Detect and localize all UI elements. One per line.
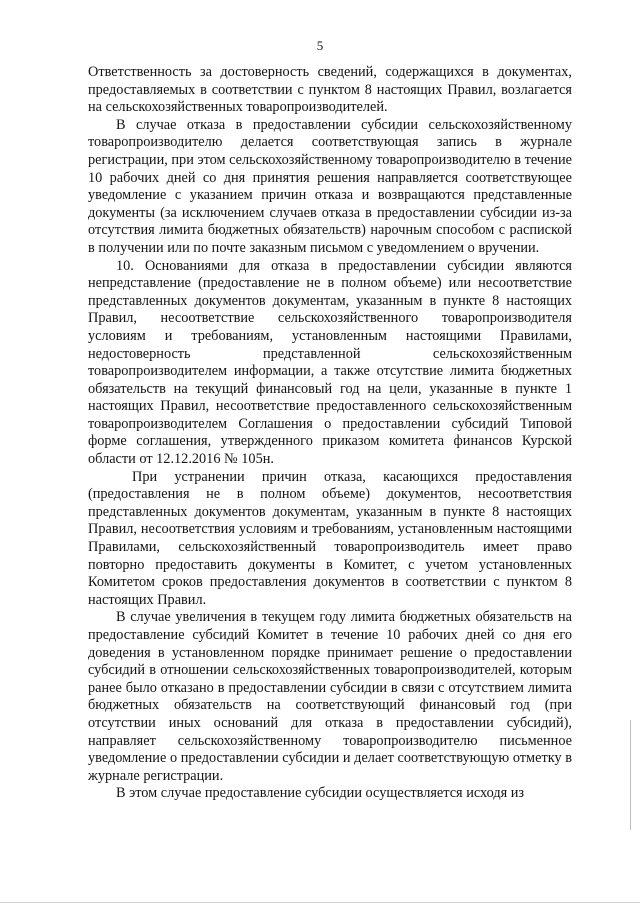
page-number: 5 — [316, 38, 324, 53]
document-body — [88, 64, 572, 803]
paragraph-responsibility: Ответственность за достоверность сведений, содержащихся в документах, предоставляемых в соответствии с пунктом 8 настоящих Правил, возлагается на сельскохозяйственных товаропроизводителей. — [88, 64, 572, 116]
paragraph-resubmission: При устранении причин отказа, касающихся предоставления (предоставления не в полном объеме) документов, несоответствия представленных документов документам, указанным в пункте 8 настоящих Правил, несоответствия условиям и требованиям, установленным настоящими Правилами, сельскохозяйственный товаропроизводитель имеет право повторно предоставить документы в Комитет, с учетом установленных Комитетом сроков предоставления документов в соответствии с пунктом 8 настоящих Правил. — [88, 468, 572, 608]
scan-edge-mark — [630, 720, 631, 830]
paragraph-continuation: В этом случае предоставление субсидии осуществляется исходя из — [116, 785, 525, 802]
paragraph-item-10-grounds: 10. Основаниями для отказа в предоставлении субсидии являются непредставление (предоставление не в полном объеме) или несоответствие представленных документов документам, указанным в пункте 8 настоящих Правил, несоответствие сельскохозяйственного товаропроизводителя условиям и требованиям, установленным настоящими Правилами, недостоверность представленной сельскохозяйственным товаропроизводителем информации, а также отсутствие лимита бюджетных обязательств на текущий финансовый год на цели, указанные в пункте 1 настоящих Правил, несоответствие предоставленного сельскохозяйственным товаропроизводителем Соглашения о предоставлении субсидий Типовой форме соглашения, утвержденного приказом комитета финансов Курской области от 12.12.2016 № 105н. — [88, 257, 572, 468]
paragraph-limit-increase: В случае увеличения в текущем году лимита бюджетных обязательств на предоставление субсидий Комитет в течение 10 рабочих дней со дня его доведения в установленном порядке принимает решение о предоставлении субсидий в отношении сельскохозяйственных товаропроизводителей, которым ранее было отказано в предоставлении субсидии в связи с отсутствием лимита бюджетных обязательств на соответствующий финансовый год (при отсутствии иных оснований для отказа в предоставлении субсидий), направляет сельскохозяйственному товаропроизводителю письменное уведомление о предоставлении субсидии и делает соответствующую отметку в журнале регистрации. — [88, 609, 572, 784]
paragraph-refusal-notice: В случае отказа в предоставлении субсидии сельскохозяйственному товаропроизводителю делается соответствующая запись в журнале регистрации, при этом сельскохозяйственному товаропроизводителю в течение 10 рабочих дней со дня принятия решения направляется соответствующее уведомление с указанием причин отказа и возвращаются представленные документы (за исключением случаев отказа в предоставлении субсидии из-за отсутствия лимита бюджетных обязательств) нарочным способом с распиской в получении или по почте заказным письмом с уведомлением о вручении. — [88, 116, 572, 256]
scan-bottom-edge — [0, 902, 640, 903]
